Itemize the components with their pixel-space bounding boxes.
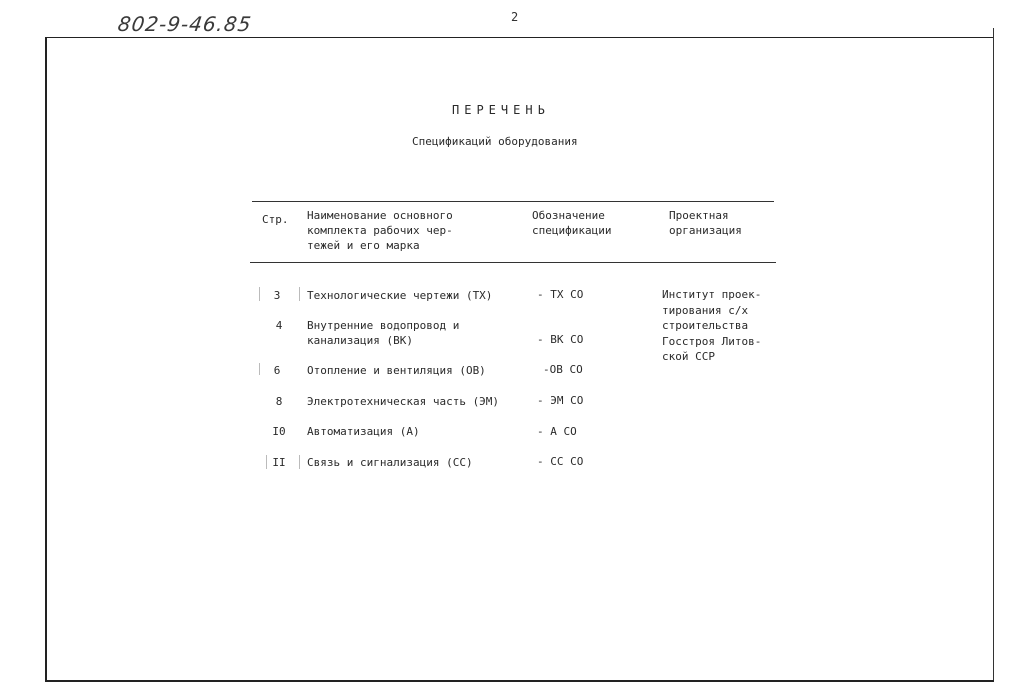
row-designation: - А СО bbox=[537, 425, 577, 438]
header-page: Стр. bbox=[262, 213, 289, 226]
sheet-number: 2 bbox=[511, 10, 519, 24]
frame-right bbox=[993, 28, 994, 682]
frame-top bbox=[45, 37, 994, 38]
row-page: 3 bbox=[273, 289, 281, 302]
table-header-rule bbox=[250, 262, 776, 263]
header-designation: Обозначение спецификации bbox=[532, 209, 612, 237]
row-designation: - ЭМ СО bbox=[537, 394, 584, 407]
row-page: 8 bbox=[275, 395, 283, 408]
document-subtitle: Спецификаций оборудования bbox=[412, 135, 578, 148]
row-name: Внутренние водопровод и канализация (ВК) bbox=[307, 319, 460, 347]
row-name: Связь и сигнализация (СС) bbox=[307, 456, 473, 469]
document-code: 802-9-46.85 bbox=[116, 12, 254, 36]
row-page: 4 bbox=[275, 319, 283, 332]
header-organization: Проектная организация bbox=[669, 209, 742, 237]
document-title: ПЕРЕЧЕНЬ bbox=[452, 103, 550, 117]
frame-left bbox=[45, 37, 47, 681]
row-name: Отопление и вентиляция (ОВ) bbox=[307, 364, 486, 377]
row-name: Технологические чертежи (ТХ) bbox=[307, 289, 493, 302]
scan-mark bbox=[259, 287, 260, 301]
row-page: 6 bbox=[273, 364, 281, 377]
row-page: I0 bbox=[272, 425, 286, 438]
row-name: Автоматизация (А) bbox=[307, 425, 420, 438]
scan-mark bbox=[299, 455, 300, 469]
table-top-rule bbox=[252, 201, 774, 202]
row-designation: - ВК СО bbox=[537, 333, 584, 346]
row-designation: - ТХ СО bbox=[537, 288, 584, 301]
row-designation: - СС СО bbox=[537, 455, 584, 468]
frame-bottom bbox=[45, 680, 994, 682]
header-name: Наименование основного комплекта рабочих чер- тежей и его марка bbox=[307, 209, 453, 252]
row-name: Электротехническая часть (ЭМ) bbox=[307, 395, 500, 408]
design-organization: Институт проек- тирования с/х строительства Госстроя Литов- ской ССР bbox=[662, 288, 762, 363]
scan-mark bbox=[259, 363, 260, 375]
scan-mark bbox=[299, 287, 300, 301]
row-designation: -ОВ СО bbox=[543, 363, 583, 376]
scan-mark bbox=[266, 455, 267, 469]
row-page: II bbox=[272, 456, 286, 469]
